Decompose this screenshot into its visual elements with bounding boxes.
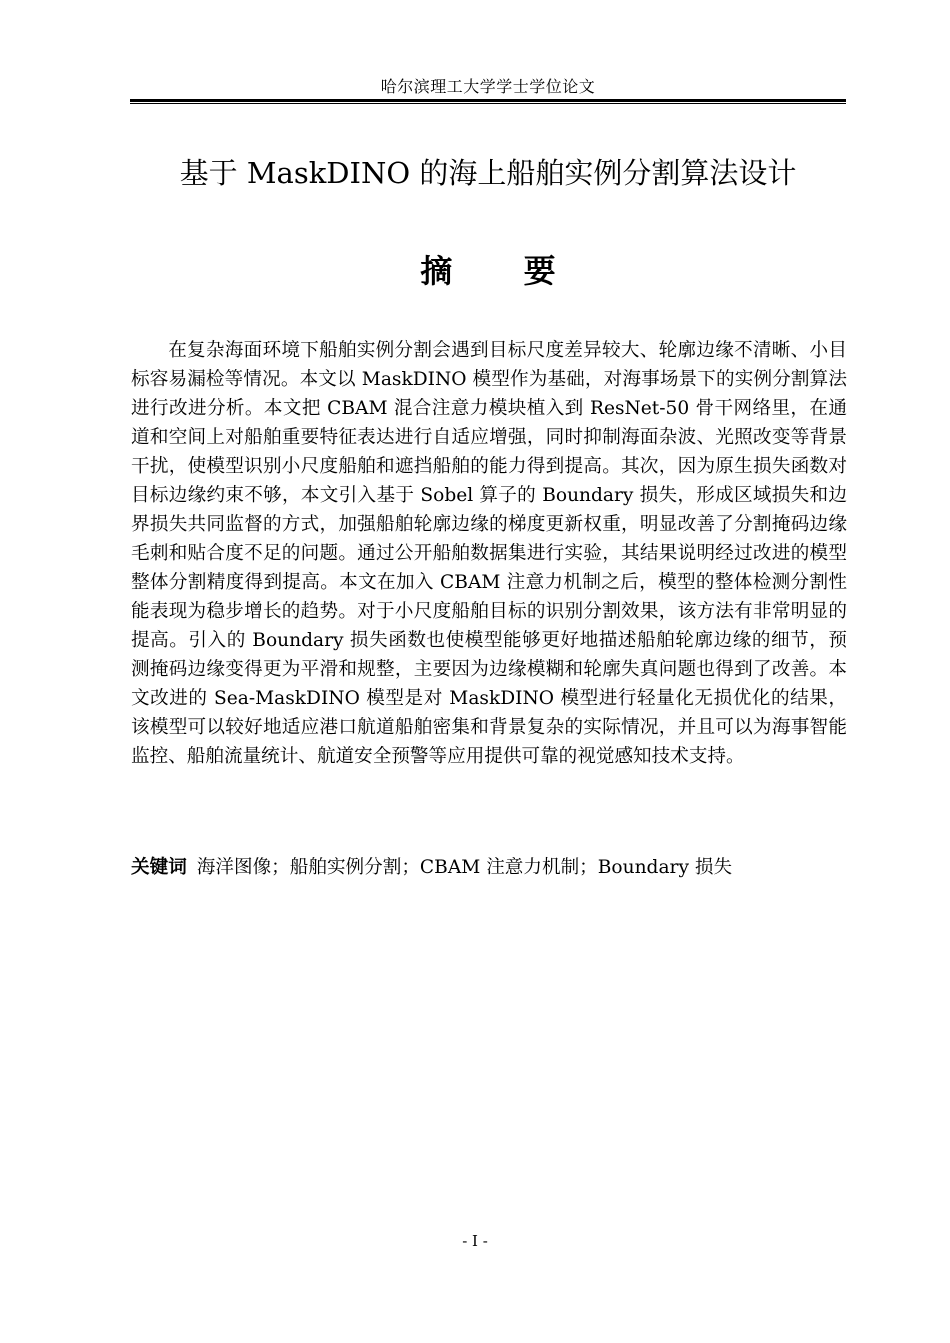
abstract-heading: 摘 要 (420, 252, 586, 290)
abstract-body: 在复杂海面环境下船舶实例分割会遇到目标尺度差异较大、轮廓边缘不清晰、小目标容易漏检等情况。本文以 MaskDINO 模型作为基础，对海事场景下的实例分割算法进行改进分析。本文把 CBAM 混合注意力模块植入到 ResNet-50 骨干网络里，在通道和空间上对船舶重要特征表达进行自适应增强，同时抑制海面杂波、光照改变等背景干扰，使模型识别小尺度船舶和遮挡船舶的能力得到提高。其次，因为原生损失函数对目标边缘约束不够，本文引入基于 Sobel 算子的 Boundary 损失，形成区域损失和边界损失共同监督的方式，加强船舶轮廓边缘的梯度更新权重，明显改善了分割掩码边缘毛刺和贴合度不足的问题。通过公开船舶数据集进行实验，其结果说明经过改进的模型整体分割精度得到提高。本文在加入 CBAM 注意力机制之后，模型的整体检测分割性能表现为稳步增长的趋势。对于小尺度船舶目标的识别分割效果，该方法有非常明显的提高。引入的 Boundary 损失函数也使模型能够更好地描述船舶轮廓边缘的细节，预测掩码边缘变得更为平滑和规整，主要因为边缘模糊和轮廓失真问题也得到了改善。本文改进的 Sea-MaskDINO 模型是对 MaskDINO 模型进行轻量化无损优化的结果，该模型可以较好地适应港口航道船舶密集和背景复杂的实际情况，并且可以为海事智能监控、船舶流量统计、航道安全预警等应用提供可靠的视觉感知技术支持。 (131, 340, 847, 767)
header-rule-thin (130, 103, 846, 104)
header-rule (130, 99, 846, 104)
thesis-title: 基于 MaskDINO 的海上船舶实例分割算法设计 (179, 156, 797, 190)
keywords-label: 关键词 (131, 857, 187, 878)
keywords-line (131, 853, 847, 882)
header-rule-thick (130, 99, 846, 102)
keywords-list: 海洋图像；船舶实例分割；CBAM 注意力机制；Boundary 损失 (196, 857, 733, 878)
running-header: 哈尔滨理工大学学士学位论文 (380, 77, 596, 96)
page-number: - I - (462, 1232, 488, 1250)
